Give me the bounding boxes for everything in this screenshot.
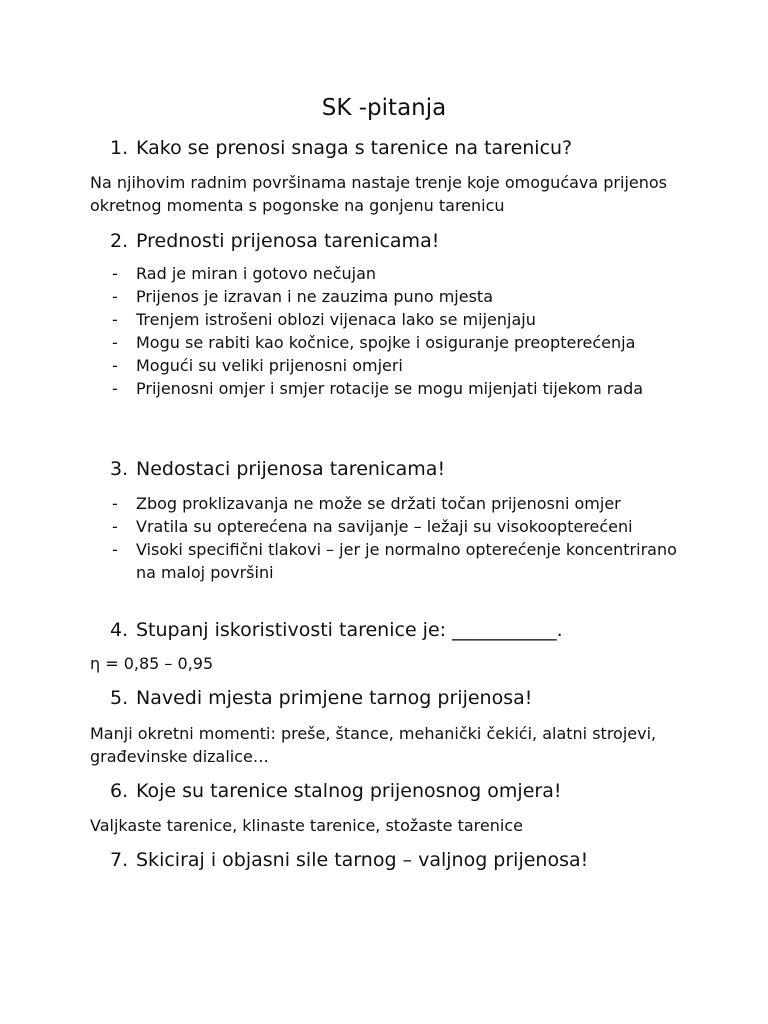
list-item [0, 492, 696, 515]
answer-6: Valjkaste tarenice, klinaste tarenice, stožaste tarenice [90, 816, 523, 835]
question-5 [110, 685, 532, 711]
list-item-text: Mogu se rabiti kao kočnice, spojke i osiguranje preopterećenja [136, 333, 636, 352]
bullet-dash: - [112, 333, 118, 352]
question-3 [110, 456, 445, 482]
list-item [0, 262, 696, 285]
question-text: Stupanj iskoristivosti tarenice je: ___________. [136, 619, 563, 641]
list-item-text: Rad je miran i gotovo nečujan [136, 264, 377, 283]
list-item-text: Prijenosni omjer i smjer rotacije se mogu mijenjati tijekom rada [136, 379, 644, 398]
bullet-dash: - [112, 379, 118, 398]
list-item-text: Vratila su opterećena na savijanje – ležaji su visokoopterećeni [136, 517, 633, 536]
question-text: Kako se prenosi snaga s tarenice na tarenicu? [136, 137, 573, 159]
question-1 [110, 135, 572, 161]
answer-3-list [0, 492, 696, 584]
question-7 [110, 847, 588, 873]
list-item-text: Trenjem istrošeni oblozi vijenaca lako se mijenjaju [136, 310, 536, 329]
question-number: 1. [110, 137, 129, 159]
question-number: 3. [110, 458, 129, 480]
bullet-dash: - [112, 356, 118, 375]
bullet-dash: - [112, 517, 118, 536]
list-item [0, 285, 696, 308]
answer-2-list [0, 262, 696, 400]
question-6 [110, 778, 561, 804]
question-number: 7. [110, 849, 129, 871]
question-number: 4. [110, 619, 129, 641]
bullet-dash: - [112, 540, 118, 559]
list-item-text: Visoki specifični tlakovi – jer je normalno opterećenje koncentrirano na maloj površini [136, 540, 677, 582]
question-2 [110, 228, 439, 254]
list-item [0, 377, 696, 400]
bullet-dash: - [112, 310, 118, 329]
answer-4: η = 0,85 – 0,95 [90, 654, 214, 673]
question-text: Prednosti prijenosa tarenicama! [136, 230, 440, 252]
list-item [0, 538, 696, 584]
question-number: 6. [110, 780, 129, 802]
list-item [0, 331, 696, 354]
answer-1: Na njihovim radnim površinama nastaje trenje koje omogućava prijenos okretnog momenta s pogonske na gonjenu tarenicu [90, 173, 668, 215]
list-item-text: Zbog proklizavanja ne može se držati točan prijenosni omjer [136, 494, 621, 513]
question-text: Koje su tarenice stalnog prijenosnog omjera! [136, 780, 562, 802]
list-item-text: Mogući su veliki prijenosni omjeri [136, 356, 403, 375]
question-text: Nedostaci prijenosa tarenicama! [136, 458, 446, 480]
list-item [0, 308, 696, 331]
question-text: Navedi mjesta primjene tarnog prijenosa! [136, 687, 533, 709]
question-text: Skiciraj i objasni sile tarnog – valjnog prijenosa! [136, 849, 589, 871]
question-number: 5. [110, 687, 129, 709]
answer-5: Manji okretni momenti: preše, štance, mehanički čekići, alatni strojevi, građevinske dizalice… [90, 724, 657, 766]
question-4 [110, 617, 563, 643]
page-title: SK -pitanja [321, 95, 447, 121]
bullet-dash: - [112, 494, 118, 513]
bullet-dash: - [112, 287, 118, 306]
list-item [0, 515, 696, 538]
bullet-dash: - [112, 264, 118, 283]
list-item-text: Prijenos je izravan i ne zauzima puno mjesta [136, 287, 493, 306]
question-number: 2. [110, 230, 129, 252]
list-item [0, 354, 696, 377]
